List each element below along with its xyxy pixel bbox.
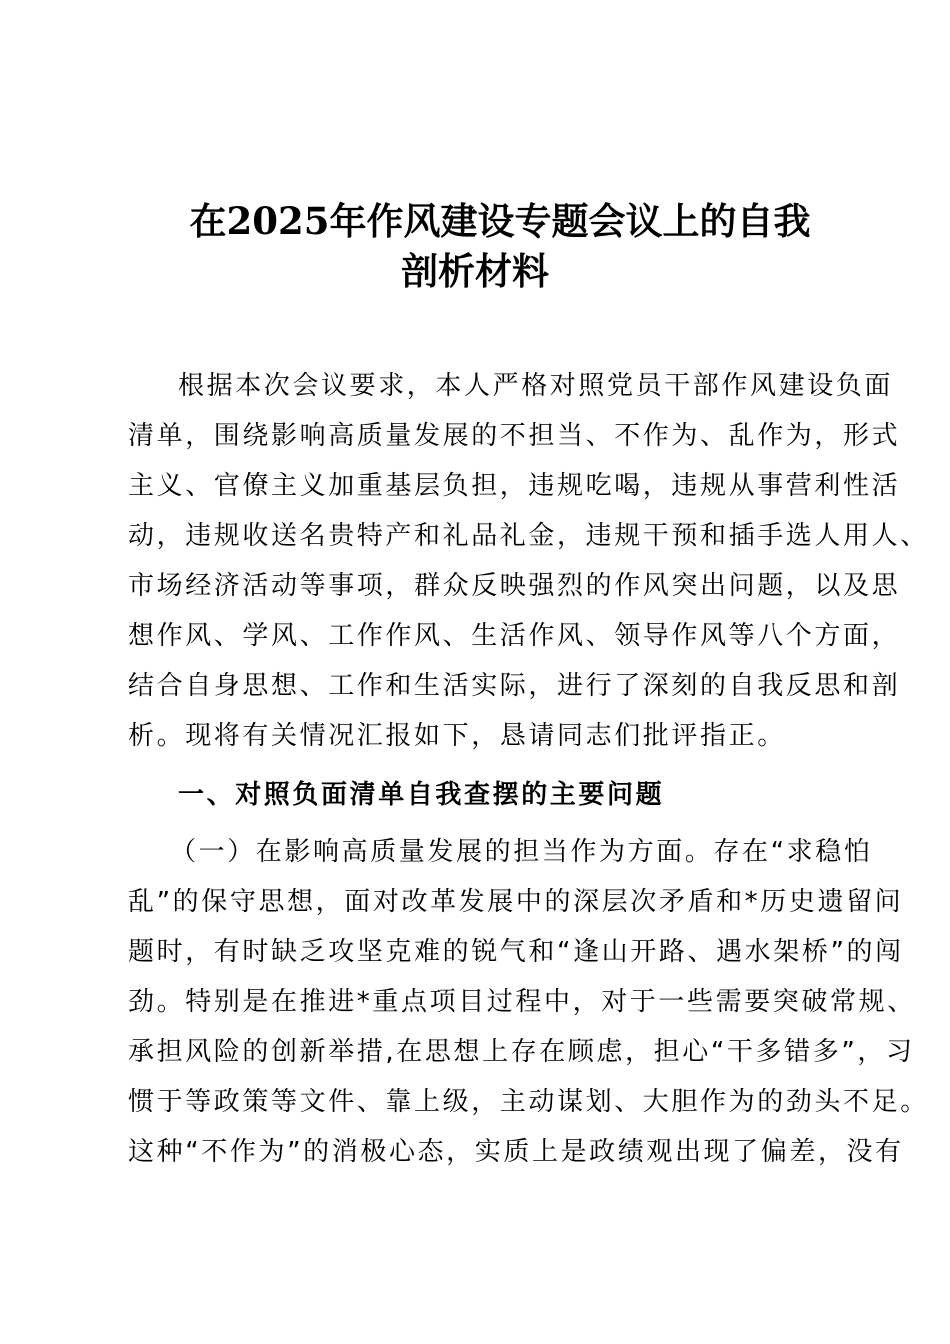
- text-line: 析。现将有关情况汇报如下，恳请同志们批评指正。: [128, 721, 786, 751]
- section-heading: 一、对照负面清单自我查摆的主要问题: [178, 780, 665, 810]
- text-line: 惯于等政策等文件、靠上级，主动谋划、大胆作为的劲头不足。: [128, 1087, 929, 1117]
- text-line: 题时，有时缺乏攻坚克难的锐气和“逢山开路、遇水架桥”的闯: [128, 937, 904, 967]
- document-title-line1: 在2025年作风建设专题会议上的自我: [189, 199, 811, 243]
- text-line: 根据本次会议要求，本人严格对照党员干部作风建设负面: [178, 371, 894, 401]
- text-line: 市场经济活动等事项，群众反映强烈的作风突出问题，以及思: [128, 571, 901, 601]
- document-title-line2: 剖析材料: [401, 249, 549, 293]
- text-line: 劲。特别是在推进*重点项目过程中，对于一些需要突破常规、: [128, 987, 916, 1017]
- text-line: 结合自身思想、工作和生活实际，进行了深刻的自我反思和剖: [128, 671, 901, 701]
- text-line: 想作风、学风、工作作风、生活作风、领导作风等八个方面，: [128, 621, 901, 651]
- text-line: 承担风险的创新举措,在思想上存在顾虑，担心“干多错多”，习: [128, 1037, 915, 1067]
- text-line: 清单，围绕影响高质量发展的不担当、不作为、乱作为，形式: [128, 421, 901, 451]
- text-line: 主义、官僚主义加重基层负担，违规吃喝，违规从事营利性活: [128, 471, 901, 501]
- text-line: 这种“不作为”的消极心态，实质上是政绩观出现了偏差，没有: [128, 1137, 904, 1167]
- text-line: 乱”的保守思想，面对改革发展中的深层次矛盾和*历史遗留问: [128, 887, 904, 917]
- text-line: 动，违规收送名贵特产和礼品礼金，违规干预和插手选人用人、: [128, 521, 929, 551]
- text-line: （一）在影响高质量发展的担当作为方面。存在“求稳怕: [170, 837, 873, 867]
